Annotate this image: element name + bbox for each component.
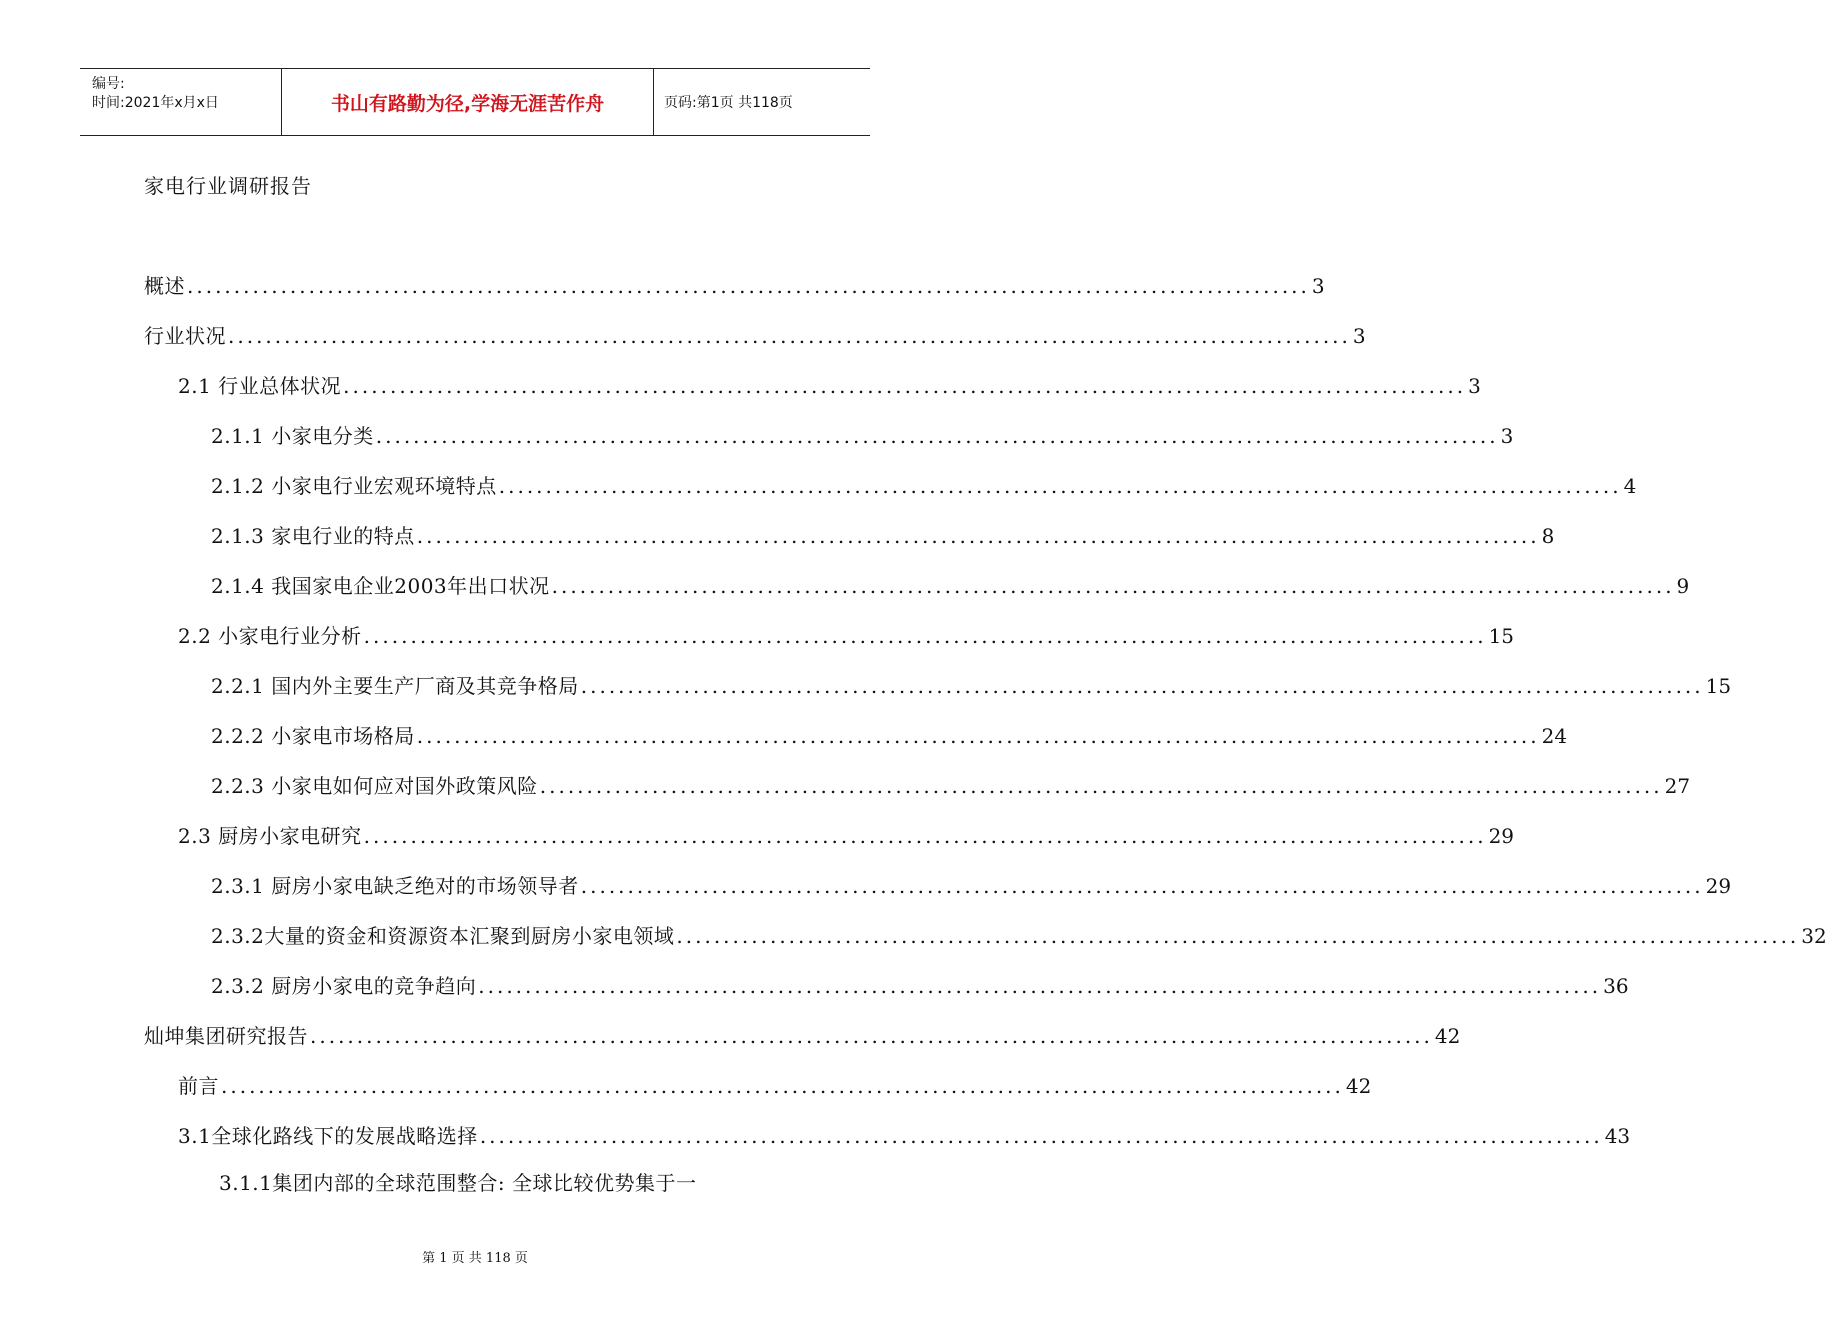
toc-entry-label: 2.1 行业总体状况 (178, 374, 342, 398)
toc-entry-page: 15 (1488, 624, 1515, 648)
toc-entry-page: 29 (1705, 874, 1732, 898)
toc-entry-label: 前言 (178, 1074, 219, 1098)
toc-leader-dots: ........................................................................................................................ (310, 1024, 1433, 1048)
toc-entry[interactable] (211, 670, 1732, 699)
toc-entry[interactable] (178, 370, 1481, 399)
toc-entry-page: 24 (1541, 724, 1568, 748)
toc-entry[interactable] (211, 770, 1691, 799)
toc-entry[interactable] (144, 270, 1325, 299)
toc-entry-label: 3.1.1集团内部的全球范围整合: 全球比较优势集于一 (219, 1171, 697, 1195)
toc-entry-label: 2.1.4 我国家电企业2003年出口状况 (211, 574, 550, 598)
toc-entry-page: 3 (1468, 374, 1481, 398)
toc-entry-label: 概述 (144, 274, 185, 298)
toc-leader-dots: ........................................................................................................................ (363, 624, 1487, 648)
toc-leader-dots: ........................................................................................................................ (676, 924, 1800, 948)
toc-entry-label: 2.2.3 小家电如何应对国外政策风险 (211, 774, 538, 798)
toc-leader-dots: ........................................................................................................................ (416, 724, 1540, 748)
header-motto-cell (281, 69, 654, 135)
toc-leader-dots: ........................................................................................................................ (551, 574, 1675, 598)
toc-entry-page: 36 (1603, 974, 1629, 998)
toc-leader-dots: ........................................................................................................................ (363, 824, 1487, 848)
document-title: 家电行业调研报告 (144, 174, 312, 198)
header-page-info: 页码:第1页 共118页 (664, 95, 793, 111)
toc-entry[interactable] (211, 970, 1629, 999)
toc-leader-dots: ........................................................................................................................ (416, 524, 1540, 548)
toc-entry-page: 27 (1664, 774, 1691, 798)
toc-entry-page: 42 (1345, 1074, 1372, 1098)
toc-entry-page: 15 (1705, 674, 1732, 698)
toc-entry[interactable] (211, 470, 1637, 499)
toc-entry-label: 2.1.3 家电行业的特点 (211, 524, 415, 548)
toc-entry-label: 2.3.2大量的资金和资源资本汇聚到厨房小家电领域 (211, 924, 675, 948)
toc-entry[interactable] (211, 920, 1827, 949)
toc-entry[interactable] (144, 320, 1366, 349)
toc-entry[interactable] (178, 1120, 1631, 1149)
toc-entry[interactable] (178, 820, 1515, 849)
toc-entry-page: 42 (1434, 1024, 1461, 1048)
toc-entry[interactable] (211, 420, 1514, 449)
motto-text: 书山有路勤为径,学海无涯苦作舟 (330, 92, 605, 115)
toc-entry[interactable] (211, 720, 1568, 749)
toc-entry-page: 8 (1541, 524, 1555, 548)
toc-leader-dots: ........................................................................................................................ (580, 874, 1704, 898)
toc-leader-dots: ........................................................................................................................ (343, 374, 1467, 398)
number-label: 编号: (92, 76, 125, 92)
toc-leader-dots: ........................................................................................................................ (539, 774, 1663, 798)
toc-leader-dots: ........................................................................................................................ (228, 324, 1351, 348)
toc-entry-label: 2.3.1 厨房小家电缺乏绝对的市场领导者 (211, 874, 579, 898)
toc-entry-page: 4 (1623, 474, 1637, 498)
time-label: 时间:2021年x月x日 (92, 95, 219, 111)
toc-leader-dots: ........................................................................................................................ (479, 1124, 1603, 1148)
toc-entry-label: 2.1.2 小家电行业宏观环境特点 (211, 474, 497, 498)
toc-leader-dots: ........................................................................................................................ (478, 974, 1602, 998)
toc-entry-label: 2.2.2 小家电市场格局 (211, 724, 415, 748)
page-header (80, 68, 870, 136)
toc-entry-label: 2.3.2 厨房小家电的竞争趋向 (211, 974, 477, 998)
header-left-cell (80, 69, 281, 135)
page-footer: 第 1 页 共 118 页 (422, 1251, 528, 1266)
toc-entry-label: 2.2.1 国内外主要生产厂商及其竞争格局 (211, 674, 579, 698)
toc-entry[interactable] (211, 870, 1732, 899)
toc-entry-page: 43 (1604, 1124, 1631, 1148)
toc-entry-page: 3 (1352, 324, 1366, 348)
toc-entry-label: 3.1全球化路线下的发展战略选择 (178, 1124, 478, 1148)
toc-leader-dots: ........................................................................................................................ (221, 1074, 1344, 1098)
toc-leader-dots: ........................................................................................................................ (187, 274, 1310, 298)
toc-entry[interactable] (211, 520, 1555, 549)
toc-leader-dots: ........................................................................................................................ (375, 424, 1499, 448)
toc-entry-page: 3 (1311, 274, 1325, 298)
toc-entry-label: 行业状况 (144, 324, 226, 348)
toc-entry[interactable] (144, 1020, 1461, 1049)
toc-entry-page: 9 (1676, 574, 1690, 598)
toc-entry-label: 灿坤集团研究报告 (144, 1024, 308, 1048)
toc-entry-page: 32 (1801, 924, 1827, 948)
toc-entry[interactable] (178, 620, 1515, 649)
toc-entry-label: 2.1.1 小家电分类 (211, 424, 374, 448)
toc-leader-dots: ........................................................................................................................ (498, 474, 1622, 498)
toc-entry-page: 29 (1488, 824, 1515, 848)
toc-entry[interactable] (178, 1070, 1372, 1099)
toc-leader-dots: ........................................................................................................................ (580, 674, 1704, 698)
toc-entry-page: 3 (1500, 424, 1514, 448)
toc-entry-label: 2.2 小家电行业分析 (178, 624, 362, 648)
toc-entry[interactable] (211, 570, 1690, 599)
toc-entry-label: 2.3 厨房小家电研究 (178, 824, 362, 848)
toc-entry[interactable] (219, 1167, 696, 1196)
